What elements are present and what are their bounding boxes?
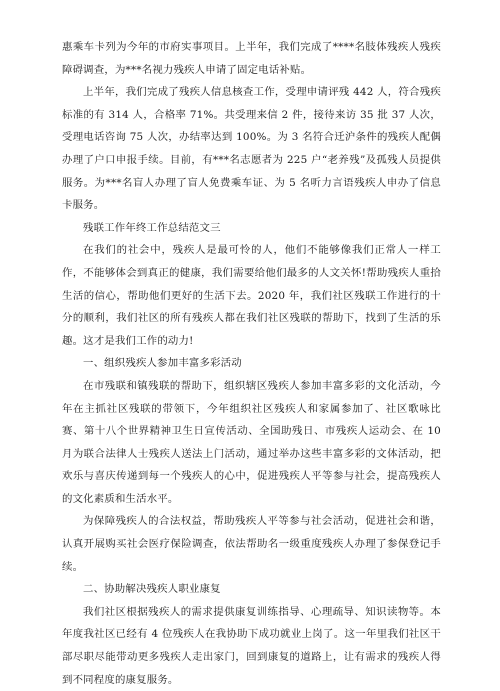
paragraph-intro: 惠乘车卡列为今年的市府实事项目。上半年，我们完成了****名肢体残疾人残疾障碍调查，为***名视力残疾人申请了固定电话补贴。 (62, 41, 441, 76)
document-page (62, 36, 441, 691)
paragraph-rights: 为保障残疾人的合法权益，帮助残疾人平等参与社会活动，促进社会和谐，认真开展购买社会医疗保险调查，依法帮助名一级重度残疾人办理了参保登记手续。 (62, 515, 441, 573)
paragraph-rehabilitation: 我们社区根据残疾人的需求提供康复训练指导、心理疏导、知识读物等。本年度我社区已经有 4 位残疾人在我协助下成功就业上岗了。这一年里我们社区干部尽职尽能带动更多残疾人走出家门，回到康复的道路上，让有需求的残疾人得到不同程度的康复服务。 (62, 605, 441, 686)
heading-rehabilitation: 二、协助解决残疾人职业康复 (83, 583, 221, 596)
paragraph-first-half-year: 上半年，我们完成了残疾人信息核查工作，受理申请评残 442 人，符合残疾标准的有 314 人，合格率 71%。共受理来信 2 件，接待来访 35 批 37 人次，受理电话咨询 75 人次，办结率达到 100%。为 3 名符合迁沪条件的残疾人配偶办理了户口申报手续。目前，有***名志愿者为 225 户“老养残”及孤残人员提供服务。为***名盲人办理了盲人免费乘车证、为 5 名听力言语残疾人申办了信息卡服务。 (62, 86, 441, 212)
paragraph-community: 在我们的社会中，残疾人是最可怜的人，他们不能够像我们正常人一样工作，不能够体会到真正的健康，我们需要给他们最多的人文关怀!帮助残疾人重拾生活的信心，帮助他们更好的生活下去。2020 年，我们社区残联工作进行的十分的顺利，我们社区的所有残疾人都在我们社区残联的帮助下，找到了生活的乐趣。这才是我们工作的动力! (62, 244, 441, 347)
section-title: 残联工作年终工作总结范文三 (83, 221, 221, 234)
paragraph-activities: 在市残联和镇残联的帮助下，组织辖区残疾人参加丰富多彩的文化活动，今年在主抓社区残联的带领下，今年组织社区残疾人和家属参加了、社区歌咏比赛、第十八个世界精神卫生日宣传活动、全国助残日、市残疾人运动会、在 10 月为联合法律人士残疾人送法上门活动，通过举办这些丰富多彩的文体活动，把欢乐与喜庆传递到每一个残疾人的心中，促进残疾人平等参与社会，提高残疾人的文化素质和生活水平。 (62, 379, 441, 505)
heading-activities: 一、组织残疾人参加丰富多彩活动 (83, 357, 242, 370)
